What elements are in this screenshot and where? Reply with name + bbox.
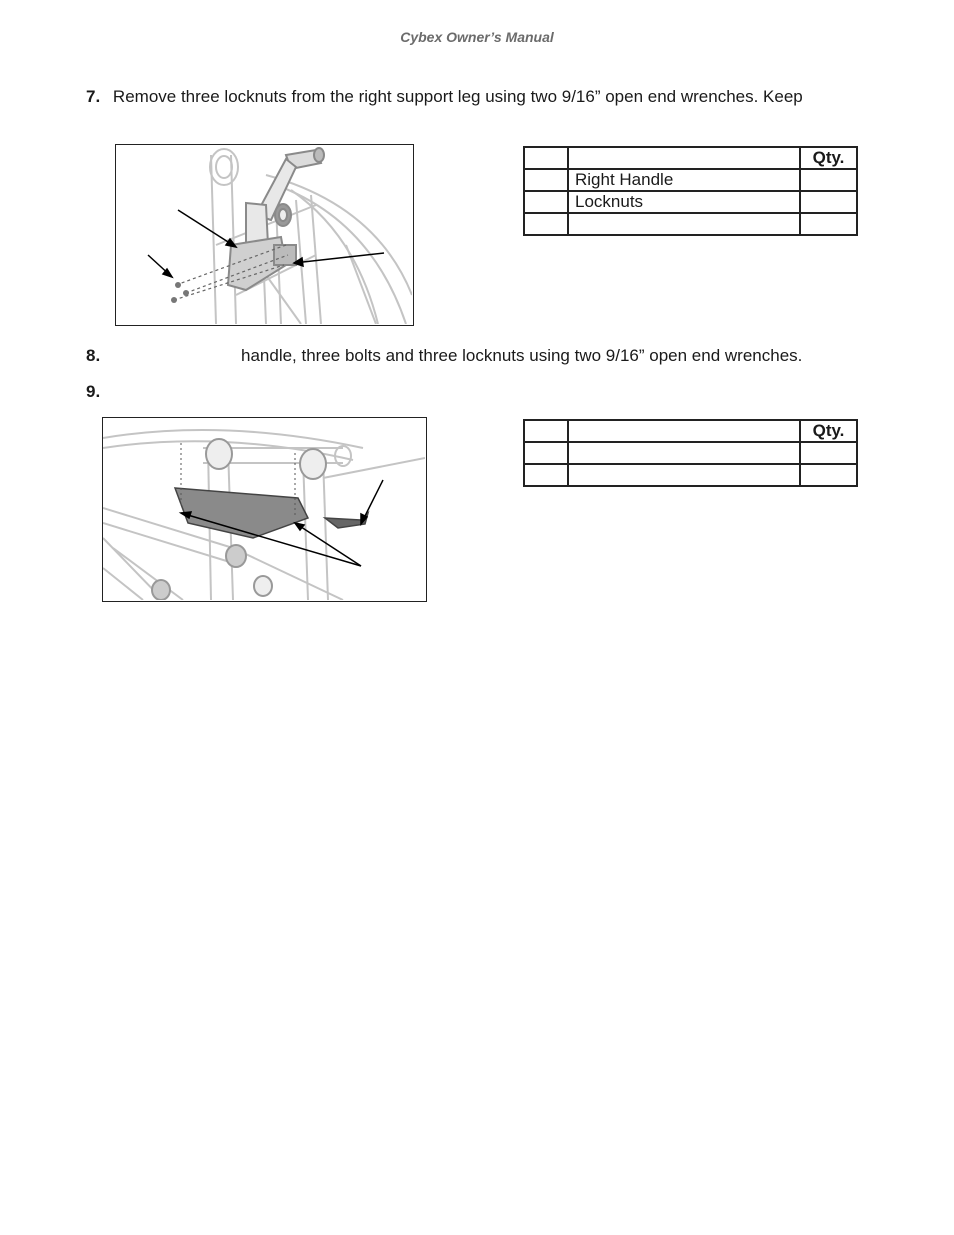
bracket-illustration: [103, 418, 425, 600]
step-8-text: handle, three bolts and three locknuts using two 9/16” open end wrenches.: [241, 346, 803, 365]
item-header: [524, 420, 568, 442]
step-7-text: Remove three locknuts from the right support leg using two 9/16” open end wrenches. Keep: [112, 87, 803, 106]
table-row: [524, 213, 857, 235]
step-7-number: 7.: [86, 87, 101, 106]
item-number: [524, 213, 568, 235]
step-9: [86, 382, 100, 402]
item-number: [524, 169, 568, 191]
table-row: [524, 191, 857, 213]
item-number: [524, 442, 568, 464]
parts-table-1: [523, 146, 858, 236]
description-header: [568, 420, 800, 442]
table-row: [524, 464, 857, 486]
item-description: [568, 213, 800, 235]
step-7: [86, 87, 803, 107]
qty-header: Qty.: [800, 147, 857, 169]
right-handle-illustration: [116, 145, 412, 324]
table-row: [524, 169, 857, 191]
table-row: [524, 442, 857, 464]
item-qty: [800, 191, 857, 213]
item-qty: [800, 464, 857, 486]
item-number: [524, 191, 568, 213]
right-handle-figure: [115, 144, 414, 326]
manual-header: Cybex Owner’s Manual: [400, 29, 554, 45]
qty-header: Qty.: [800, 420, 857, 442]
item-qty: [800, 213, 857, 235]
bracket-figure: [102, 417, 427, 602]
table-header-row: [524, 147, 857, 169]
item-qty: [800, 442, 857, 464]
parts-table-2: [523, 419, 858, 487]
item-header: [524, 147, 568, 169]
step-8: [86, 346, 100, 366]
item-description: [568, 464, 800, 486]
description-header: [568, 147, 800, 169]
step-8-number: 8.: [86, 346, 101, 365]
table-header-row: [524, 420, 857, 442]
item-description: Locknuts: [568, 191, 800, 213]
item-description: [568, 442, 800, 464]
item-number: [524, 464, 568, 486]
step-9-number: 9.: [86, 382, 101, 401]
item-description: Right Handle: [568, 169, 800, 191]
item-qty: [800, 169, 857, 191]
